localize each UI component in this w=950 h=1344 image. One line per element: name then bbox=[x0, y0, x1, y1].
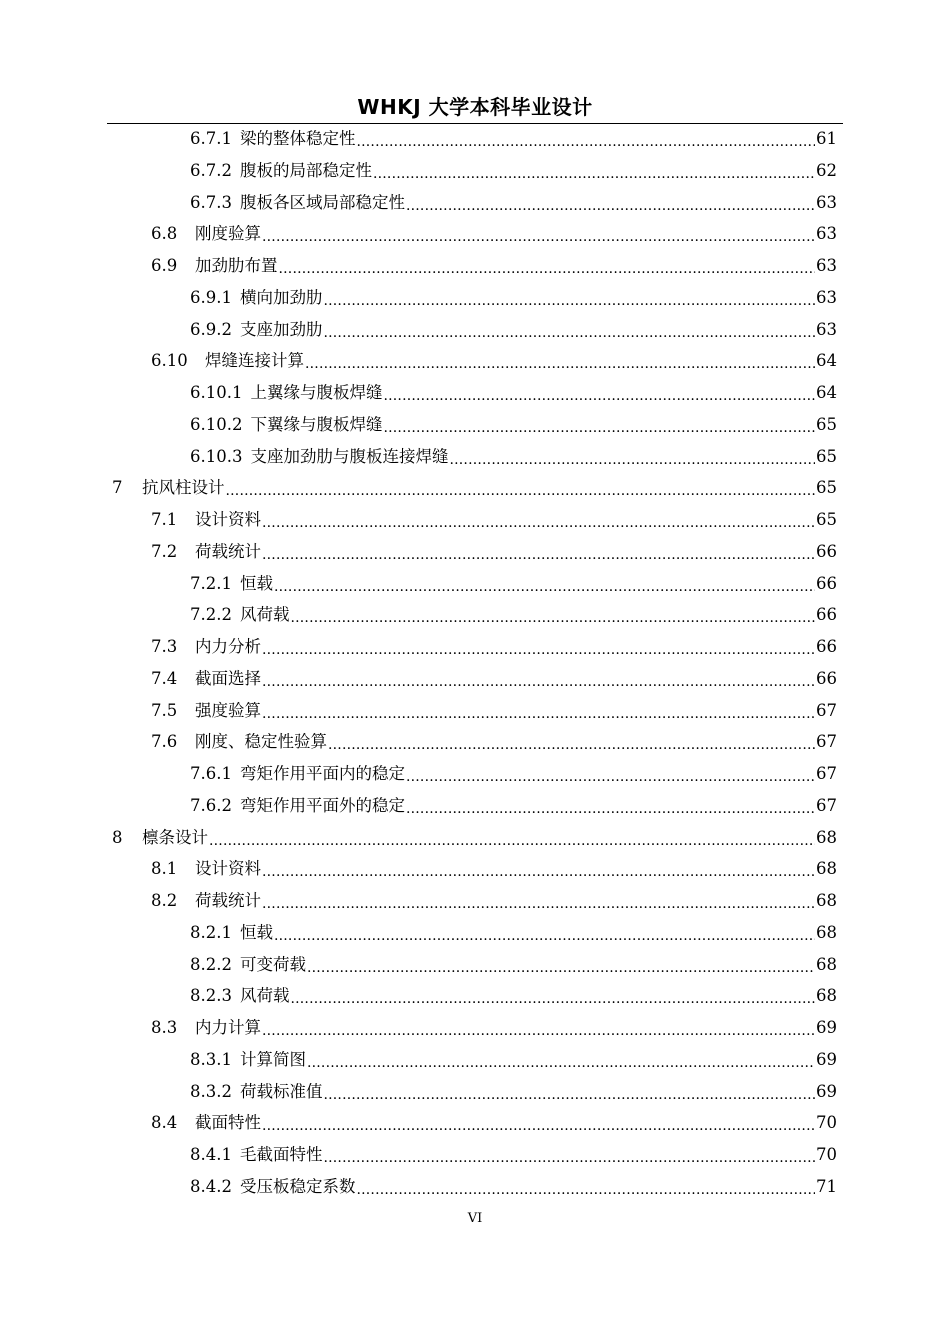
toc-entry-title: 刚度验算 bbox=[195, 224, 261, 244]
toc-entry-page: 66 bbox=[816, 541, 837, 561]
toc-dot-leader bbox=[262, 853, 815, 885]
toc-dot-leader bbox=[209, 822, 815, 854]
toc-entry-page: 66 bbox=[816, 637, 837, 656]
toc-entry-title: 荷载标准值 bbox=[239, 1081, 323, 1101]
toc-entry-title: 可变荷载 bbox=[239, 954, 306, 974]
toc-entry[interactable] bbox=[151, 695, 837, 727]
toc-entry-title: 腹板各区域局部稳定性 bbox=[239, 192, 405, 212]
toc-entry-page: 62 bbox=[816, 160, 837, 180]
toc-entry[interactable] bbox=[190, 282, 837, 314]
toc-entry-title: 风荷载 bbox=[239, 605, 290, 625]
toc-entry-page: 67 bbox=[816, 764, 837, 783]
toc-entry[interactable] bbox=[190, 1139, 837, 1171]
toc-entry-number: 8.3.2 bbox=[190, 1081, 232, 1101]
toc-dot-leader bbox=[323, 1076, 815, 1108]
toc-entry[interactable] bbox=[190, 568, 837, 600]
toc-entry[interactable] bbox=[112, 472, 837, 504]
toc-entry-title: 受压板稳定系数 bbox=[239, 1176, 356, 1196]
toc-entry-page: 68 bbox=[816, 891, 837, 910]
toc-entry-page: 67 bbox=[816, 732, 837, 752]
toc-dot-leader bbox=[262, 631, 815, 663]
toc-entry-number: 8.4.1 bbox=[190, 1145, 232, 1164]
toc-entry-page: 65 bbox=[816, 510, 837, 529]
toc-entry-number: 7.6.2 bbox=[190, 795, 232, 815]
toc-entry-page: 64 bbox=[816, 351, 837, 371]
toc-entry-title: 檩条设计 bbox=[142, 827, 208, 847]
toc-entry-page: 68 bbox=[816, 859, 837, 879]
toc-entry-number: 6.7.2 bbox=[190, 160, 232, 180]
toc-entry[interactable] bbox=[151, 885, 837, 917]
toc-entry-title: 腹板的局部稳定性 bbox=[239, 160, 372, 180]
page-number: VI bbox=[467, 1211, 483, 1226]
toc-dot-leader bbox=[274, 568, 815, 600]
toc-dot-leader bbox=[262, 1107, 815, 1139]
toc-entry-page: 61 bbox=[816, 129, 837, 148]
toc-entry[interactable] bbox=[190, 917, 837, 949]
toc-dot-leader bbox=[279, 250, 816, 282]
toc-entry[interactable] bbox=[190, 155, 837, 187]
toc-entry-number: 6.7.3 bbox=[190, 192, 232, 212]
toc-entry-page: 67 bbox=[816, 700, 837, 720]
toc-dot-leader bbox=[226, 472, 816, 504]
toc-entry-page: 63 bbox=[816, 319, 837, 339]
toc-entry[interactable] bbox=[190, 187, 837, 219]
toc-entry-page: 63 bbox=[816, 256, 837, 275]
toc-dot-leader bbox=[449, 441, 815, 473]
toc-entry-page: 69 bbox=[816, 1081, 837, 1101]
toc-entry[interactable] bbox=[151, 663, 837, 695]
toc-entry-title: 风荷载 bbox=[239, 986, 290, 1006]
toc-entry-title: 荷载统计 bbox=[195, 891, 261, 910]
toc-entry-page: 65 bbox=[816, 446, 837, 466]
toc-entry[interactable] bbox=[190, 123, 837, 155]
toc-entry-title: 抗风柱设计 bbox=[142, 478, 225, 498]
toc-entry-page: 68 bbox=[816, 954, 837, 974]
toc-entry-title: 恒载 bbox=[239, 922, 273, 942]
toc-entry-number: 7.1 bbox=[151, 510, 178, 529]
toc-dot-leader bbox=[305, 345, 815, 377]
toc-entry-number: 8.3.1 bbox=[190, 1049, 232, 1069]
toc-entry-number: 7.2.2 bbox=[190, 605, 232, 625]
toc-entry-page: 69 bbox=[816, 1018, 837, 1037]
toc-dot-leader bbox=[262, 663, 815, 695]
toc-entry-page: 63 bbox=[816, 224, 837, 244]
toc-entry-number: 8.1 bbox=[151, 859, 178, 879]
toc-entry-number: 8.4 bbox=[151, 1113, 178, 1133]
toc-entry-number: 6.10.2 bbox=[190, 414, 243, 434]
toc-entry-page: 66 bbox=[816, 605, 837, 625]
toc-entry-title: 设计资料 bbox=[195, 859, 261, 879]
toc-entry-page: 66 bbox=[816, 668, 837, 688]
toc-entry-page: 69 bbox=[816, 1049, 837, 1069]
toc-entry[interactable] bbox=[190, 1044, 837, 1076]
toc-dot-leader bbox=[373, 155, 815, 187]
toc-entry-number: 8 bbox=[112, 827, 123, 847]
toc-entry[interactable] bbox=[190, 980, 837, 1012]
toc-entry[interactable] bbox=[190, 1171, 837, 1203]
toc-entry-number: 8.2 bbox=[151, 891, 178, 910]
toc-entry-number: 7.6 bbox=[151, 732, 178, 752]
toc-entry-title: 弯矩作用平面内的稳定 bbox=[239, 764, 405, 783]
toc-dot-leader bbox=[307, 1044, 815, 1076]
toc-dot-leader bbox=[323, 1139, 815, 1171]
toc-entry[interactable] bbox=[190, 314, 837, 346]
toc-entry-title: 支座加劲肋 bbox=[239, 319, 323, 339]
toc-entry[interactable] bbox=[190, 949, 837, 981]
toc-entry[interactable] bbox=[151, 504, 837, 536]
toc-entry-title: 上翼缘与腹板焊缝 bbox=[250, 383, 383, 402]
toc-entry[interactable] bbox=[151, 631, 837, 663]
toc-entry-number: 8.4.2 bbox=[190, 1176, 232, 1196]
toc-dot-leader bbox=[356, 123, 815, 155]
toc-entry[interactable] bbox=[151, 853, 837, 885]
toc-entry-number: 8.3 bbox=[151, 1018, 178, 1037]
toc-entry-number: 7.6.1 bbox=[190, 764, 232, 783]
toc-entry-number: 6.10 bbox=[151, 351, 188, 371]
toc-entry[interactable] bbox=[151, 1012, 837, 1044]
toc-entry-page: 70 bbox=[816, 1113, 837, 1133]
toc-entry[interactable] bbox=[151, 536, 837, 568]
toc-entry-title: 截面特性 bbox=[195, 1113, 261, 1133]
toc-entry-page: 68 bbox=[816, 827, 837, 847]
toc-entry-page: 65 bbox=[816, 414, 837, 434]
toc-dot-leader bbox=[290, 599, 815, 631]
toc-entry-page: 65 bbox=[816, 478, 837, 498]
toc-entry[interactable] bbox=[190, 377, 837, 409]
toc-entry[interactable] bbox=[151, 726, 837, 758]
toc-entry-page: 66 bbox=[816, 573, 837, 593]
toc-dot-leader bbox=[290, 980, 815, 1012]
toc-entry-title: 恒载 bbox=[239, 573, 273, 593]
toc-entry-title: 梁的整体稳定性 bbox=[239, 129, 356, 148]
toc-entry-title: 毛截面特性 bbox=[239, 1145, 323, 1164]
toc-entry-title: 截面选择 bbox=[195, 668, 261, 688]
toc-dot-leader bbox=[274, 917, 815, 949]
toc-entry[interactable] bbox=[112, 822, 837, 854]
toc-dot-leader bbox=[406, 187, 815, 219]
toc-entry-title: 内力分析 bbox=[195, 637, 261, 656]
toc-entry-title: 支座加劲肋与腹板连接焊缝 bbox=[250, 446, 449, 466]
toc-entry-number: 8.2.2 bbox=[190, 954, 232, 974]
toc-entry-title: 焊缝连接计算 bbox=[205, 351, 304, 371]
toc-dot-leader bbox=[406, 790, 815, 822]
toc-entry-number: 7.4 bbox=[151, 668, 178, 688]
toc-entry-page: 63 bbox=[816, 287, 837, 307]
toc-dot-leader bbox=[406, 758, 815, 790]
toc-entry-number: 8.2.1 bbox=[190, 922, 232, 942]
toc-entry-number: 7 bbox=[112, 478, 123, 498]
toc-entry[interactable] bbox=[151, 345, 837, 377]
toc-entry-number: 6.9 bbox=[151, 256, 178, 275]
toc-entry-title: 设计资料 bbox=[195, 510, 261, 529]
toc-dot-leader bbox=[262, 1012, 815, 1044]
toc-entry-page: 64 bbox=[816, 383, 837, 402]
toc-dot-leader bbox=[262, 885, 815, 917]
toc-dot-leader bbox=[383, 409, 815, 441]
toc-dot-leader bbox=[262, 536, 815, 568]
toc-entry-number: 7.2 bbox=[151, 541, 178, 561]
toc-dot-leader bbox=[356, 1171, 815, 1203]
toc-entry[interactable] bbox=[151, 250, 837, 282]
toc-entry-title: 横向加劲肋 bbox=[239, 287, 323, 307]
toc-dot-leader bbox=[307, 949, 815, 981]
toc-entry-page: 70 bbox=[816, 1145, 837, 1164]
toc-entry-number: 7.2.1 bbox=[190, 573, 232, 593]
toc-dot-leader bbox=[323, 282, 815, 314]
toc-entry-title: 刚度、稳定性验算 bbox=[195, 732, 327, 752]
toc-entry-title: 计算简图 bbox=[239, 1049, 306, 1069]
toc-dot-leader bbox=[262, 504, 815, 536]
toc-entry[interactable] bbox=[151, 1107, 837, 1139]
toc-entry-title: 强度验算 bbox=[195, 700, 261, 720]
toc-dot-leader bbox=[328, 726, 815, 758]
toc-entry-number: 8.2.3 bbox=[190, 986, 232, 1006]
toc-entry[interactable] bbox=[190, 758, 837, 790]
toc-entry-title: 加劲肋布置 bbox=[195, 256, 278, 275]
toc-entry[interactable] bbox=[190, 441, 837, 473]
toc-entry[interactable] bbox=[190, 409, 837, 441]
toc-entry[interactable] bbox=[151, 218, 837, 250]
toc-dot-leader bbox=[323, 314, 815, 346]
toc-entry-number: 6.9.2 bbox=[190, 319, 232, 339]
toc-entry-number: 6.8 bbox=[151, 224, 178, 244]
toc-entry[interactable] bbox=[190, 790, 837, 822]
toc-entry-number: 7.3 bbox=[151, 637, 178, 656]
toc-entry-number: 6.7.1 bbox=[190, 129, 232, 148]
toc-entry-title: 下翼缘与腹板焊缝 bbox=[250, 414, 383, 434]
toc-entry-page: 67 bbox=[816, 795, 837, 815]
toc-dot-leader bbox=[383, 377, 815, 409]
toc-entry[interactable] bbox=[190, 599, 837, 631]
toc-entry-number: 6.10.3 bbox=[190, 446, 243, 466]
toc-entry-page: 68 bbox=[816, 986, 837, 1006]
page-header-title: WHKJ 大学本科毕业设计 bbox=[357, 95, 593, 119]
toc-entry-title: 荷载统计 bbox=[195, 541, 261, 561]
toc-entry-page: 68 bbox=[816, 922, 837, 942]
toc-entry-page: 63 bbox=[816, 192, 837, 212]
toc-entry-title: 内力计算 bbox=[195, 1018, 261, 1037]
toc-entry-number: 7.5 bbox=[151, 700, 178, 720]
toc-entry-number: 6.9.1 bbox=[190, 287, 232, 307]
toc-dot-leader bbox=[262, 695, 815, 727]
toc-entry-page: 71 bbox=[816, 1176, 837, 1196]
toc-entry[interactable] bbox=[190, 1076, 837, 1108]
toc-entry-number: 6.10.1 bbox=[190, 383, 243, 402]
toc-entry-title: 弯矩作用平面外的稳定 bbox=[239, 795, 405, 815]
toc-dot-leader bbox=[262, 218, 815, 250]
